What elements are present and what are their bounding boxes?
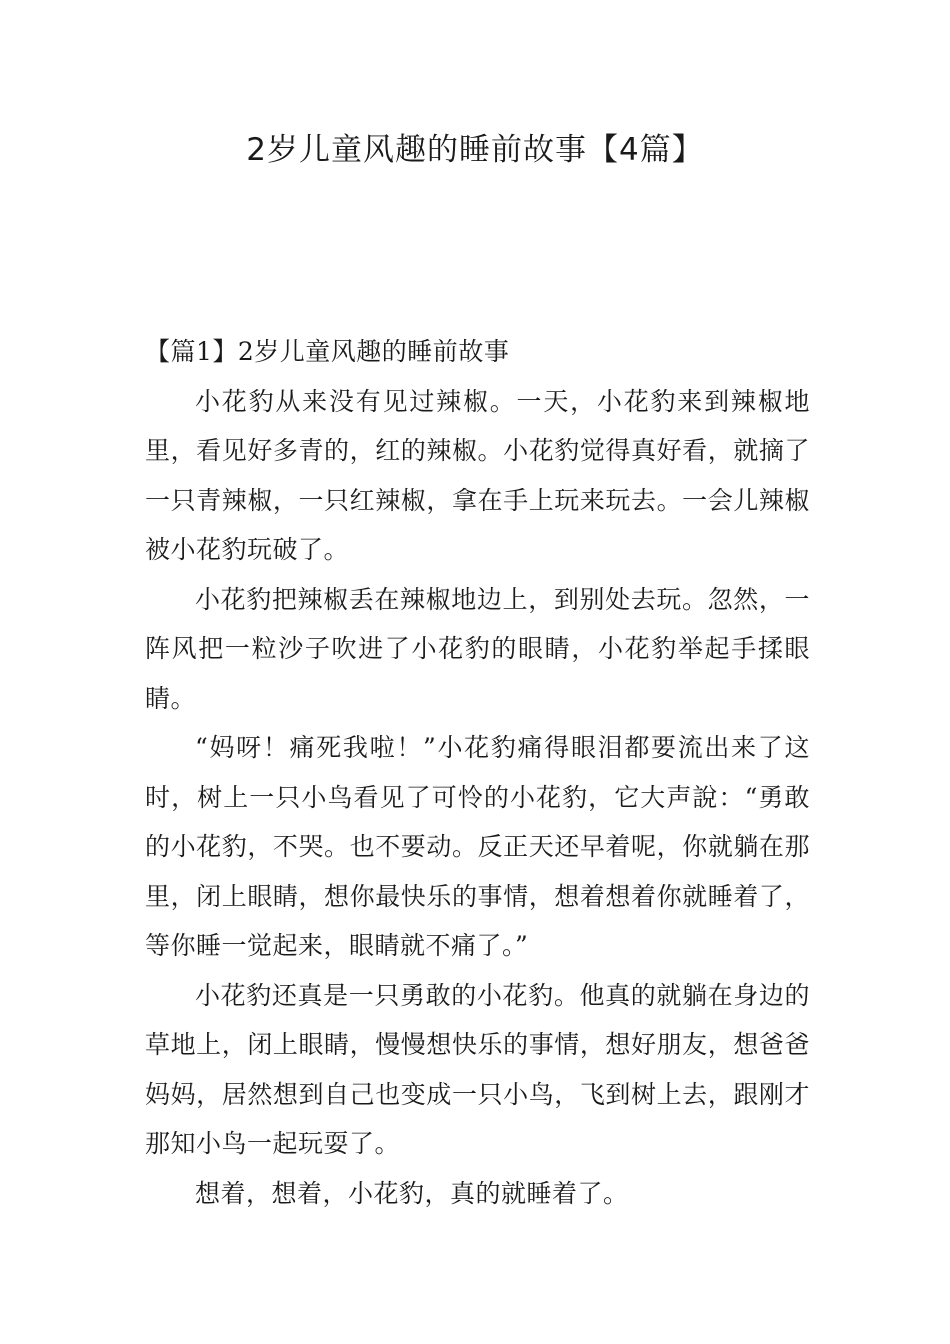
paragraph-5: 想着，想着，小花豹，真的就睡着了。 (195, 1178, 629, 1208)
paragraph-3: “妈呀！痛死我啦！”小花豹痛得眼泪都要流出来了这时，树上一只小鸟看见了可怜的小花豹，它大声說：“勇敢的小花豹，不哭。也不要动。反正天还早着呢，你就躺在那里，闭上眼睛，想你最快乐的事情，想着想着你就睡着了，等你睡一觉起来，眼睛就不痛了。” (145, 733, 810, 960)
paragraph-2: 小花豹把辣椒丢在辣椒地边上，到别处去玩。忽然，一阵风把一粒沙子吹进了小花豹的眼睛，小花豹举起手揉眼睛。 (145, 584, 810, 713)
document-body (145, 327, 810, 1218)
section-heading: 【篇1】2岁儿童风趣的睡前故事 (145, 337, 510, 366)
paragraph-1: 小花豹从来没有见过辣椒。一天，小花豹来到辣椒地里，看见好多青的，红的辣椒。小花豹觉得真好看，就摘了一只青辣椒，一只红辣椒，拿在手上玩来玩去。一会儿辣椒被小花豹玩破了。 (145, 386, 810, 564)
paragraph-4: 小花豹还真是一只勇敢的小花豹。他真的就躺在身边的草地上，闭上眼睛，慢慢想快乐的事情，想好朋友，想爸爸妈妈，居然想到自己也变成一只小鸟，飞到树上去，跟刚才那知小鸟一起玩耍了。 (145, 980, 810, 1158)
page-title: 2岁儿童风趣的睡前故事【4篇】 (246, 132, 704, 168)
